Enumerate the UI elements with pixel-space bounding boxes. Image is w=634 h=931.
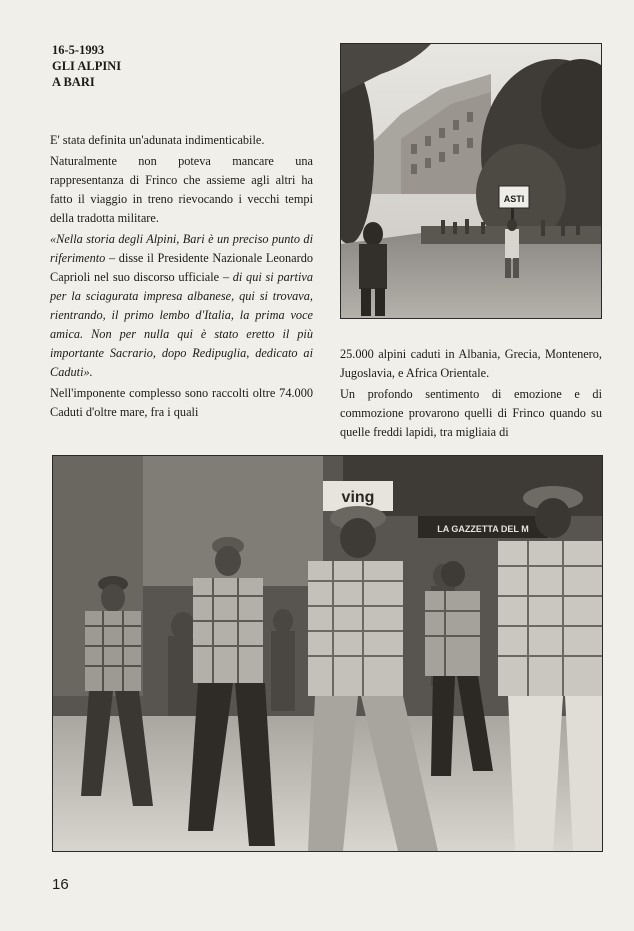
asti-sign-text: ASTI [503, 194, 525, 204]
photo-parade-street-image [341, 44, 601, 318]
quote-part-2: di qui si partiva per la sciagurata impresa albanese, qui si trovava, rientrando, il primo lembo d'Italia, la prima voce amica. Non per nulla qui è stato eretto il più importante Sacrario, dopo Redipuglia, dedicato ai Caduti». [50, 270, 313, 379]
page-number: 16 [52, 876, 69, 893]
paragraph-emozione: Un profondo sentimento di emozione e di commozione provarono quelli di Frinco quando su quelle freddi lapidi, tra migliaia di [340, 387, 602, 439]
right-column [340, 345, 602, 444]
paragraph-frinco: Naturalmente non poteva mancare una rappresentanza di Frinco che assieme agli altri ha fatto il viaggio in treno rievocando i vecchi tempi della tradotta militare. [50, 154, 313, 225]
banner-text: ving [341, 489, 375, 506]
article-title-line-2: A BARI [52, 75, 95, 89]
paragraph-caduti: 25.000 alpini caduti in Albania, Grecia, Montenero, Jugoslavia, e Africa Orientale. [340, 347, 602, 380]
paragraph-sacrario: Nell'imponente complesso sono raccolti oltre 74.000 Caduti d'oltre mare, fra i quali [50, 386, 313, 419]
article-heading [52, 42, 121, 90]
article-date: 16-5-1993 [52, 43, 105, 57]
left-column [50, 131, 313, 424]
quote-part-1: «Nella storia degli Alpini, Bari è un preciso punto di riferimento [50, 232, 313, 265]
paragraph-quote [50, 230, 313, 382]
photo-alpini-marching-image [53, 456, 602, 851]
paragraph-intro: E' stata definita un'adunata indimenticabile. [50, 133, 265, 147]
photo-parade-street [340, 43, 602, 319]
article-title-line-1: GLI ALPINI [52, 59, 122, 73]
shop-sign-text: LA GAZZETTA DEL M [437, 524, 529, 534]
quote-attribution: – disse il Presidente Nazionale Leonardo Caprioli nel suo discorso ufficiale – [50, 251, 313, 284]
photo-alpini-marching [52, 455, 603, 852]
